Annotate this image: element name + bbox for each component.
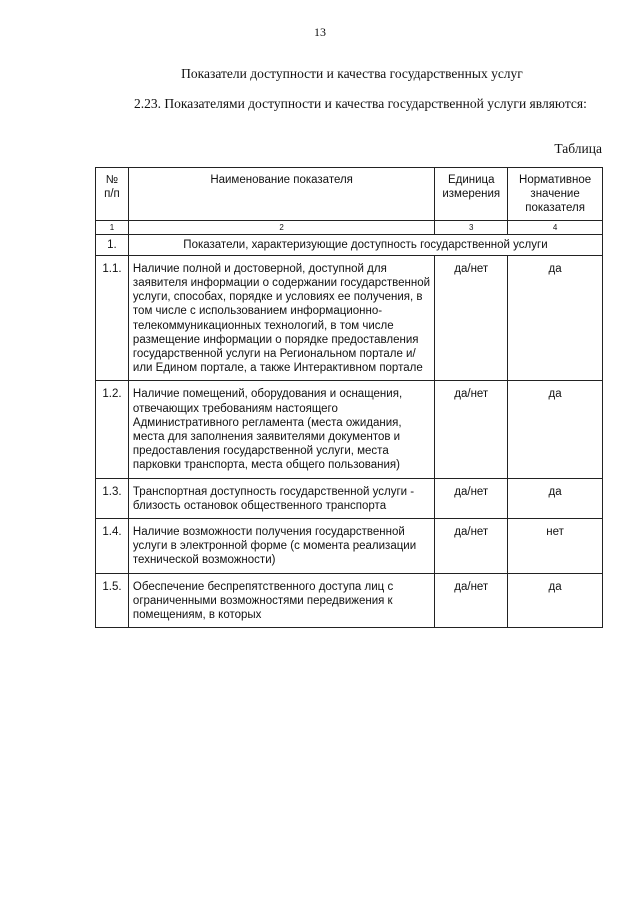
section-heading: Показатели доступности и качества государственных услуг bbox=[181, 66, 523, 81]
column-index: 1 bbox=[96, 220, 129, 234]
intro-paragraph bbox=[96, 95, 603, 112]
row-name: Транспортная доступность государственной услуги - близость остановок общественного транспорта bbox=[128, 478, 434, 518]
column-index: 2 bbox=[128, 220, 434, 234]
table-row bbox=[96, 255, 603, 381]
column-index: 3 bbox=[435, 220, 508, 234]
table-caption: Таблица bbox=[554, 141, 602, 156]
row-name: Наличие возможности получения государственной услуги в электронной форме (с момента реализации технической возможности) bbox=[128, 519, 434, 574]
table-header-row bbox=[96, 168, 603, 221]
row-unit: да/нет bbox=[435, 573, 508, 628]
row-number: 1.4. bbox=[96, 519, 129, 574]
row-number: 1.2. bbox=[96, 381, 129, 478]
header-norm: Нормативное значение показателя bbox=[508, 168, 603, 221]
column-index: 4 bbox=[508, 220, 603, 234]
row-norm: да bbox=[508, 255, 603, 381]
row-norm: да bbox=[508, 478, 603, 518]
intro-text: Показателями доступности и качества государственной услуги являются: bbox=[164, 96, 587, 111]
table-row bbox=[96, 573, 603, 628]
row-unit: да/нет bbox=[435, 381, 508, 478]
table-row bbox=[96, 381, 603, 478]
page-number: 13 bbox=[314, 25, 326, 39]
row-norm: да bbox=[508, 381, 603, 478]
header-unit: Единица измерения bbox=[435, 168, 508, 221]
header-name: Наименование показателя bbox=[128, 168, 434, 221]
row-norm: да bbox=[508, 573, 603, 628]
row-number: 1.5. bbox=[96, 573, 129, 628]
header-num: № п/п bbox=[96, 168, 129, 221]
row-name: Наличие помещений, оборудования и оснащения, отвечающих требованиям настоящего Административного регламента (места ожидания, места для заполнения заявителями документов и предоставления государственной услуги, места парковки транспорта, места общего пользования) bbox=[128, 381, 434, 478]
intro-number: 2.23. bbox=[134, 96, 161, 111]
group-row bbox=[96, 234, 603, 255]
row-unit: да/нет bbox=[435, 519, 508, 574]
column-index-row bbox=[96, 220, 603, 234]
row-unit: да/нет bbox=[435, 478, 508, 518]
group-title: Показатели, характеризующие доступность государственной услуги bbox=[128, 234, 602, 255]
row-name: Обеспечение беспрепятственного доступа лиц с ограниченными возможностями передвижения к помещениям, в которых bbox=[128, 573, 434, 628]
row-norm: нет bbox=[508, 519, 603, 574]
row-unit: да/нет bbox=[435, 255, 508, 381]
indicators-table bbox=[95, 167, 603, 628]
row-name: Наличие полной и достоверной, доступной для заявителя информации о содержании государственной услуги, способах, порядке и условиях ее получения, в том числе с использованием информационно-телекоммуникационных технологий, в том числе размещение информации о порядке предоставления государственной услуги на Региональном портале и/или Едином портале, а также Интерактивном портале bbox=[128, 255, 434, 381]
row-number: 1.3. bbox=[96, 478, 129, 518]
table-row bbox=[96, 478, 603, 518]
table-row bbox=[96, 519, 603, 574]
row-number: 1.1. bbox=[96, 255, 129, 381]
group-number: 1. bbox=[96, 234, 129, 255]
